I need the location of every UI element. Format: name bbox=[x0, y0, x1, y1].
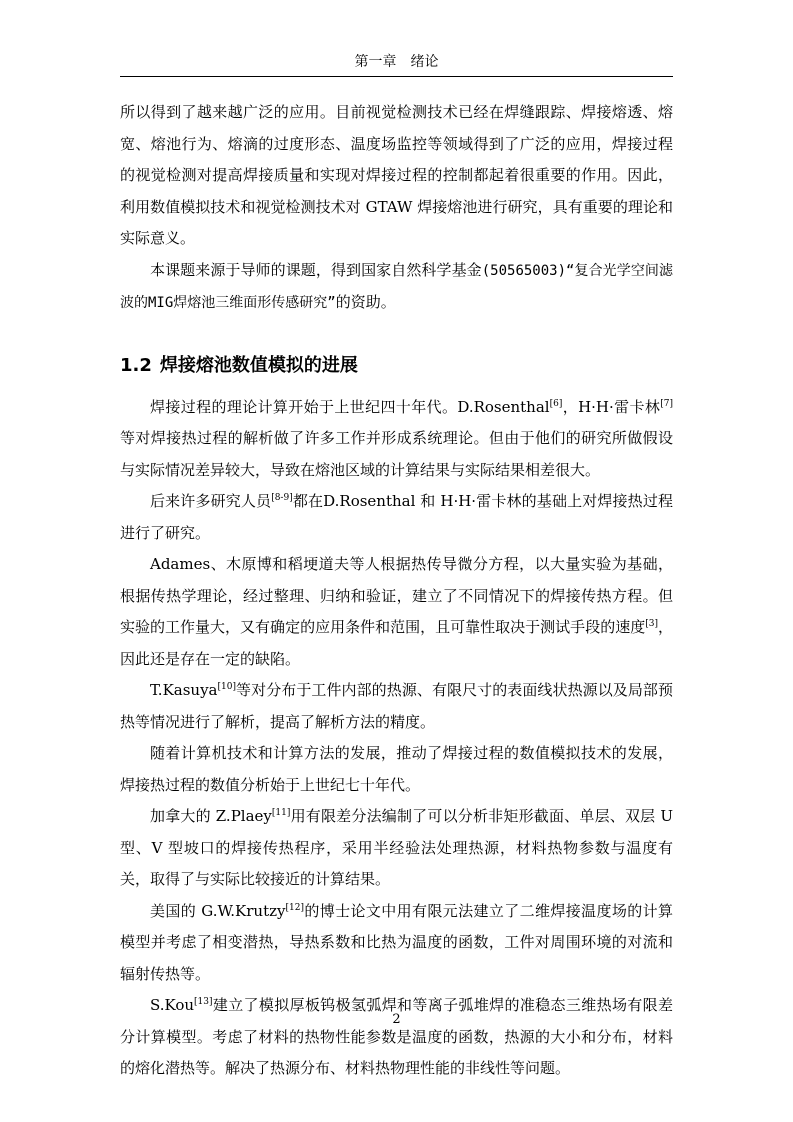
citation-ref: [7] bbox=[660, 398, 673, 409]
p7-text-b: 的博士论文中用有限元法建立了二维焊接温度场的计算模型并考虑了相变潜热，导热系数和比热为温度的函数，工件对周围环境的对流和辐射传热等。 bbox=[120, 901, 673, 983]
p2-text-a: 后来许多研究人员 bbox=[150, 492, 272, 510]
citation-ref: [3] bbox=[645, 619, 658, 629]
citation-ref: [12] bbox=[285, 902, 304, 913]
p4-text-b: 等对分布于工件内部的热源、有限尺寸的表面线状热源以及局部预热等情况进行了解析，提高了解析方法的精度。 bbox=[120, 681, 673, 731]
p1-text-c: 等对焊接热过程的解析做了许多工作并形成系统理论。但由于他们的研究所做假设与实际情况差异较大，导致在熔池区域的计算结果与实际结果相差很大。 bbox=[120, 429, 673, 479]
paragraph-1 bbox=[120, 392, 673, 487]
header-rule bbox=[120, 76, 673, 77]
paragraph-3 bbox=[120, 549, 673, 675]
p8-text-b: 建立了模拟厚板钨极氢弧焊和等离子弧堆焊的准稳态三维热场有限差分计算模型。考虑了材料的热物性能参数是温度的函数，热源的大小和分布，材料的熔化潜热等。解决了热源分布、材料热物理性能的非线性等问题。 bbox=[120, 996, 673, 1077]
p2-text-b: 都在D.Rosenthal 和 H·H·雷卡林的基础上对焊接热过程进行了研究。 bbox=[120, 492, 673, 542]
section-heading bbox=[120, 352, 673, 380]
paragraph-funding bbox=[120, 255, 673, 320]
paragraph-2 bbox=[120, 486, 673, 549]
paragraph-4 bbox=[120, 675, 673, 738]
section-title: 焊接熔池数值模拟的进展 bbox=[159, 354, 358, 376]
paragraph-8 bbox=[120, 990, 673, 1085]
citation-ref: [8-9] bbox=[271, 493, 293, 503]
p4-text-a: T.Kasuya bbox=[150, 681, 218, 699]
funding-text-c: 的资助。 bbox=[335, 293, 396, 311]
paragraph-7 bbox=[120, 896, 673, 991]
p1-text-b: ，H·H·雷卡林 bbox=[562, 397, 661, 416]
running-header: 第一章 绪论 bbox=[354, 54, 439, 70]
p8-text-a: S.Kou bbox=[150, 996, 195, 1014]
paragraph-continued: 所以得到了越来越广泛的应用。目前视觉检测技术已经在焊缝跟踪、焊接熔透、熔宽、熔池行为、熔滴的过度形态、温度场监控等领域得到了广泛的应用，焊接过程的视觉检测对提高焊接质量和实现对焊接过程的控制都起着很重要的作用。因此，利用数值模拟技术和视觉检测技术对 GTAW 焊接熔池进行研究，具有重要的理论和实际意义。 bbox=[120, 103, 673, 247]
p3-text-a: Adames、木原博和稻埂道夫等人根据热传导微分方程，以大量实验为基础，根据传热学理论，经过整理、归纳和验证，建立了不同情况下的焊接传热方程。但实验的工作量大，又有确定的应用条件和范围，且可靠性取决于测试手段的速度 bbox=[120, 555, 673, 636]
p6-text-b: 用有限差分法编制了可以分析非矩形截面、单层、双层 U 型、V 型坡口的焊接传热程序，采用半经验法处理热源，材料热物参数与温度有关，取得了与实际比较接近的计算结果。 bbox=[120, 807, 673, 888]
p7-text-a: 美国的 G.W.Krutzy bbox=[150, 901, 286, 920]
page-number: 2 bbox=[392, 1012, 401, 1027]
p1-text-a: 焊接过程的理论计算开始于上世纪四十年代。D.Rosenthal bbox=[150, 397, 550, 416]
citation-ref: [10] bbox=[217, 682, 236, 692]
p3-text-b: ，因此还是存在一定的缺陷。 bbox=[120, 618, 673, 668]
p6-text-a: 加拿大的 Z.Plaey bbox=[150, 807, 272, 825]
section-number: 1.2 bbox=[120, 354, 152, 376]
funding-text-a: 本课题来源于导师的课题，得到国家自然科学基金 bbox=[150, 260, 482, 279]
citation-ref: [6] bbox=[549, 398, 563, 409]
citation-ref: [13] bbox=[194, 997, 213, 1007]
paragraph-5: 随着计算机技术和计算方法的发展，推动了焊接过程的数值模拟技术的发展，焊接热过程的数值分析始于上世纪七十年代。 bbox=[120, 744, 673, 794]
paragraph-6 bbox=[120, 801, 673, 896]
citation-ref: [11] bbox=[271, 808, 291, 818]
funding-text-b: (50565003)“复合光学空间滤波的MIG焊熔池三维面形传感研究” bbox=[120, 262, 673, 311]
body-text bbox=[120, 97, 673, 1085]
